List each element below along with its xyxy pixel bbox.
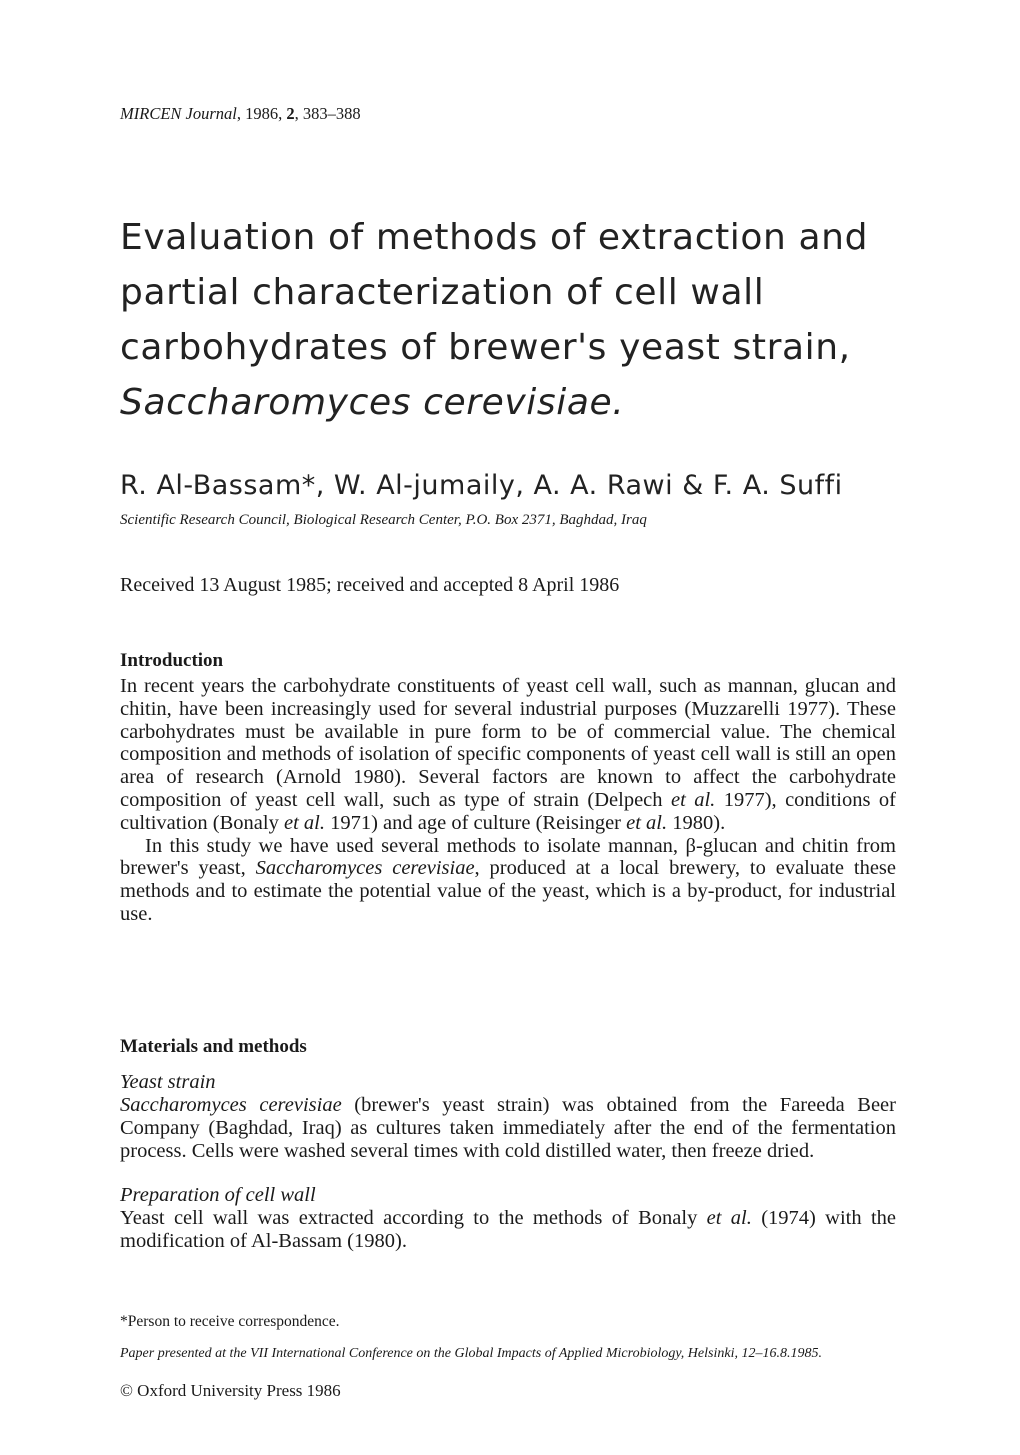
introduction-body	[120, 675, 896, 926]
materials-methods-body	[120, 1071, 896, 1253]
text-segment: In this study we have used several methods to isolate mannan, β-glucan and chitin from brewer's yeast,	[120, 834, 896, 880]
journal-citation	[120, 104, 896, 124]
italic-text: et al.	[626, 811, 668, 834]
italic-text: et al.	[283, 811, 325, 834]
footnote-presented: Paper presented at the VII International Conference on the Global Impacts of Applied Microbiology, Helsinki, 12–16.8.1985.	[120, 1346, 822, 1361]
received-dates: Received 13 August 1985; received and accepted 8 April 1986	[120, 574, 620, 596]
footnote-correspondence: *Person to receive correspondence.	[120, 1313, 340, 1330]
journal-pages: , 383–388	[294, 104, 361, 123]
text-segment: In recent years the carbohydrate constituents of yeast cell wall, such as mannan, glucan and chitin, have been increasingly used for several industrial purposes (Muzzarelli 1977). These carbohydrates must be available in pure form to be of commercial value. The chemical composition and methods of isolation of specific components of yeast cell wall is still an open area of research (Arnold 1980). Several factors are known to affect the carbohydrate composition of yeast cell wall, such as type of strain (Delpech	[120, 675, 896, 811]
journal-name: MIRCEN Journal	[120, 104, 237, 123]
text-segment: (1974) with the modification of Al-Bassam (1980).	[120, 1207, 896, 1253]
subheading: Yeast strain	[120, 1071, 216, 1093]
paper-title	[120, 210, 896, 430]
text-segment: 1980).	[667, 811, 726, 834]
text-segment: , produced at a local brewery, to evaluate these methods and to estimate the potential value of the yeast, which is a by-product, for industrial use.	[120, 857, 897, 925]
italic-text: Saccharomyces cerevisiae	[255, 857, 475, 880]
subheading: Preparation of cell wall	[120, 1184, 316, 1207]
title-line: Saccharomyces cerevisiae.	[120, 382, 625, 423]
text-segment: (brewer's yeast strain) was obtained from the Fareeda Beer Company (Baghdad, Iraq) as cultures taken immediately after the end of the fermentation process. Cells were washed several times with cold distilled water, then freeze dried.	[120, 1094, 896, 1162]
italic-text: et al.	[706, 1207, 752, 1230]
journal-year: , 1986,	[236, 104, 287, 123]
authors: R. Al-Bassam*, W. Al-jumaily, A. A. Rawi & F. A. Suffi	[120, 470, 843, 501]
text-segment: 1971) and age of culture (Reisinger	[324, 811, 627, 834]
italic-text: et al.	[670, 788, 716, 811]
paragraph	[120, 1094, 896, 1162]
title-line: partial characterization of cell wall	[120, 272, 765, 313]
affiliation: Scientific Research Council, Biological Research Center, P.O. Box 2371, Baghdad, Iraq	[120, 512, 647, 528]
materials-methods-heading: Materials and methods	[120, 1036, 307, 1057]
paragraph	[120, 835, 896, 926]
copyright: © Oxford University Press 1986	[120, 1381, 341, 1400]
paragraph	[120, 1207, 896, 1253]
text-segment: 1977), conditions of cultivation (Bonaly	[120, 788, 896, 834]
title-line: Evaluation of methods of extraction and	[120, 217, 869, 258]
introduction-heading: Introduction	[120, 650, 224, 671]
text-segment: Yeast cell wall was extracted according to the methods of Bonaly	[120, 1207, 707, 1230]
italic-text: Saccharomyces cerevisiae	[120, 1094, 342, 1116]
journal-volume: 2	[286, 104, 295, 123]
title-line: carbohydrates of brewer's yeast strain,	[120, 327, 851, 368]
paragraph	[120, 675, 896, 835]
